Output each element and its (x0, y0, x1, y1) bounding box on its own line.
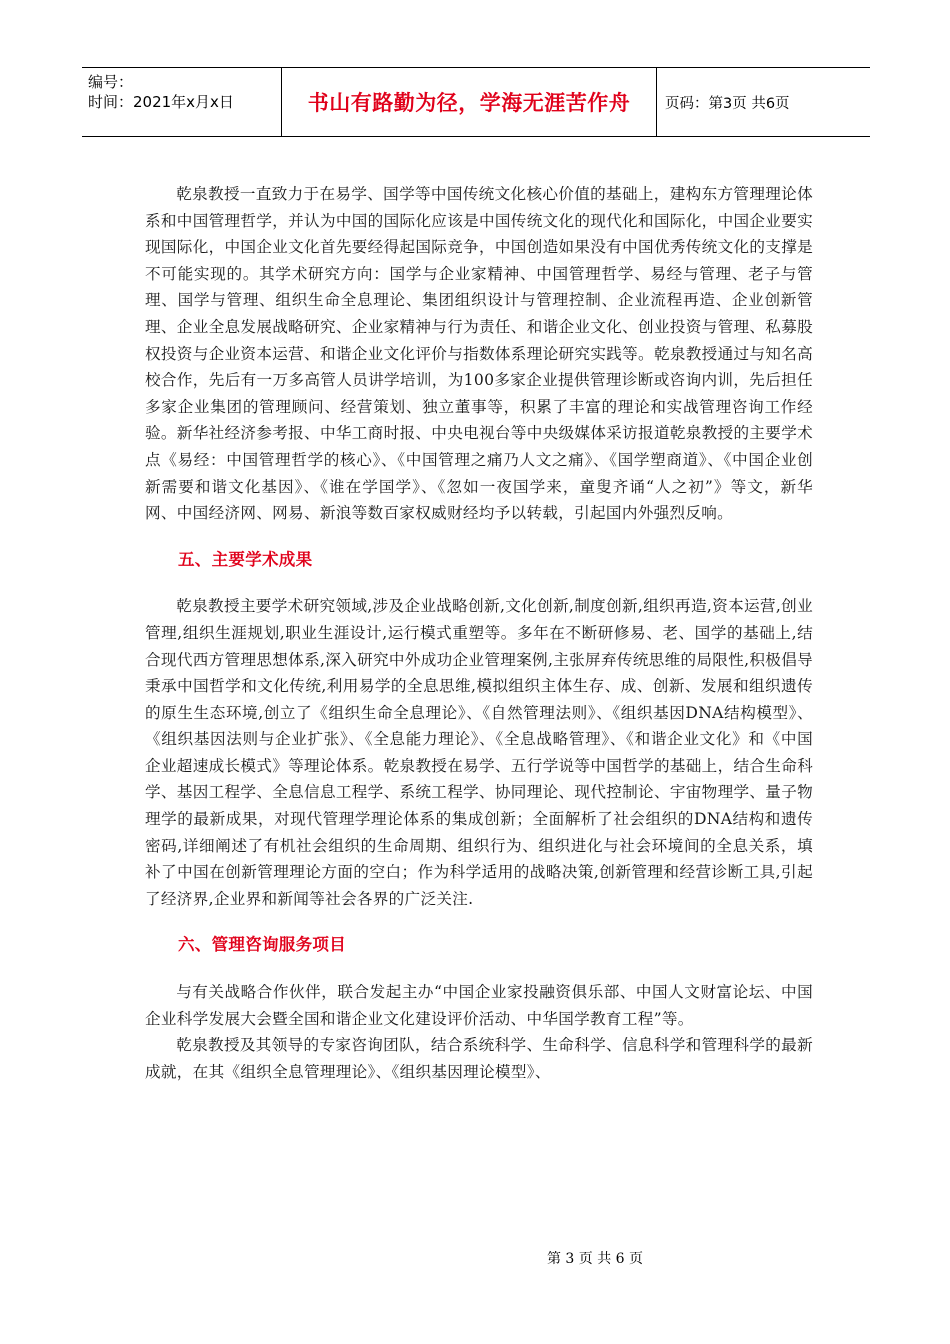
document-number-label: 编号： (88, 73, 134, 91)
page-header (82, 67, 870, 137)
body-paragraph-4: 乾泉教授及其领导的专家咨询团队，结合系统科学、生命科学、信息科学和管理科学的最新成就，在其《组织全息管理理论》、《组织基因理论模型》、 (145, 1036, 813, 1081)
header-meta (82, 68, 282, 136)
section-heading-academic-achievements: 五、主要学术成果 (178, 549, 313, 569)
body-paragraph-2: 乾泉教授主要学术研究领域,涉及企业战略创新,文化创新,制度创新,组织再造,资本运营,创业管理,组织生涯规划,职业生涯设计,运行模式重塑等。多年在不断研修易、老、国学的基础上,结合现代西方管理思想体系,深入研究中外成功企业管理案例,主张屏弃传统思维的局限性,积极倡导秉承中国哲学和文化传统,利用易学的全息思维,模拟组织主体生存、成、创新、发展和组织遗传的原生生态环境,创立了《组织生命全息理论》、《自然管理法则》、《组织基因DNA结构模型》、《组织基因法则与企业扩张》、《全息能力理论》、《全息战略管理》、《和谐企业文化》和《中国企业超速成长模式》等理论体系。乾泉教授在易学、五行学说等中国哲学的基础上，结合生命科学、基因工程学、全息信息工程学、系统工程学、协同理论、现代控制论、宇宙物理学、量子物理学的最新成果，对现代管理学理论体系的集成创新；全面解析了社会组织的DNA结构和遗传密码,详细阐述了有机社会组织的生命周期、组织行为、组织进化与社会环境间的全息关系，填补了中国在创新管理理论方面的空白；作为科学适用的战略决策,创新管理和经营诊断工具,引起了经济界,企业界和新闻等社会各界的广泛关注. (145, 597, 813, 908)
body-paragraph-3: 与有关战略合作伙伴，联合发起主办“中国企业家投融资俱乐部、中国人文财富论坛、中国企业科学发展大会暨全国和谐企业文化建设评价活动、中华国学教育工程”等。 (145, 983, 813, 1028)
header-page-label: 页码：第3页 共6页 (665, 95, 790, 112)
document-time-label: 时间：2021年x月x日 (88, 93, 234, 111)
body-paragraph-1: 乾泉教授一直致力于在易学、国学等中国传统文化核心价值的基础上，建构东方管理理论体系和中国管理哲学，并认为中国的国际化应该是中国传统文化的现代化和国际化，中国企业要实现国际化，中国企业文化首先要经得起国际竞争，中国创造如果没有中国优秀传统文化的支撑是不可能实现的。其学术研究方向：国学与企业家精神、中国管理哲学、易经与管理、老子与管理、国学与管理、组织生命全息理论、集团组织设计与管理控制、企业流程再造、企业创新管理、企业全息发展战略研究、企业家精神与行为责任、和谐企业文化、创业投资与管理、私募股权投资与企业资本运营、和谐企业文化评价与指数体系理论研究实践等。乾泉教授通过与知名高校合作，先后有一万多高管人员讲学培训，为100多家企业提供管理诊断或咨询内训，先后担任多家企业集团的管理顾问、经营策划、独立董事等，积累了丰富的理论和实战管理咨询工作经验。新华社经济参考报、中华工商时报、中央电视台等中央级媒体采访报道乾泉教授的主要学术点《易经：中国管理哲学的核心》、《中国管理之痛乃人文之痛》、《国学塑商道》、《中国企业创新需要和谐文化基因》、《谁在学国学》、《忽如一夜国学来，童叟齐诵“人之初”》等文，新华网、中国经济网、网易、新浪等数百家权威财经均予以转载，引起国内外强烈反响。 (145, 185, 813, 523)
section-heading-consulting-services: 六、管理咨询服务项目 (178, 935, 346, 955)
page-footer-number: 第 3 页 共 6 页 (546, 1251, 644, 1267)
document-body (145, 181, 813, 1085)
header-motto: 书山有路勤为径，学海无涯苦作舟 (282, 68, 657, 136)
